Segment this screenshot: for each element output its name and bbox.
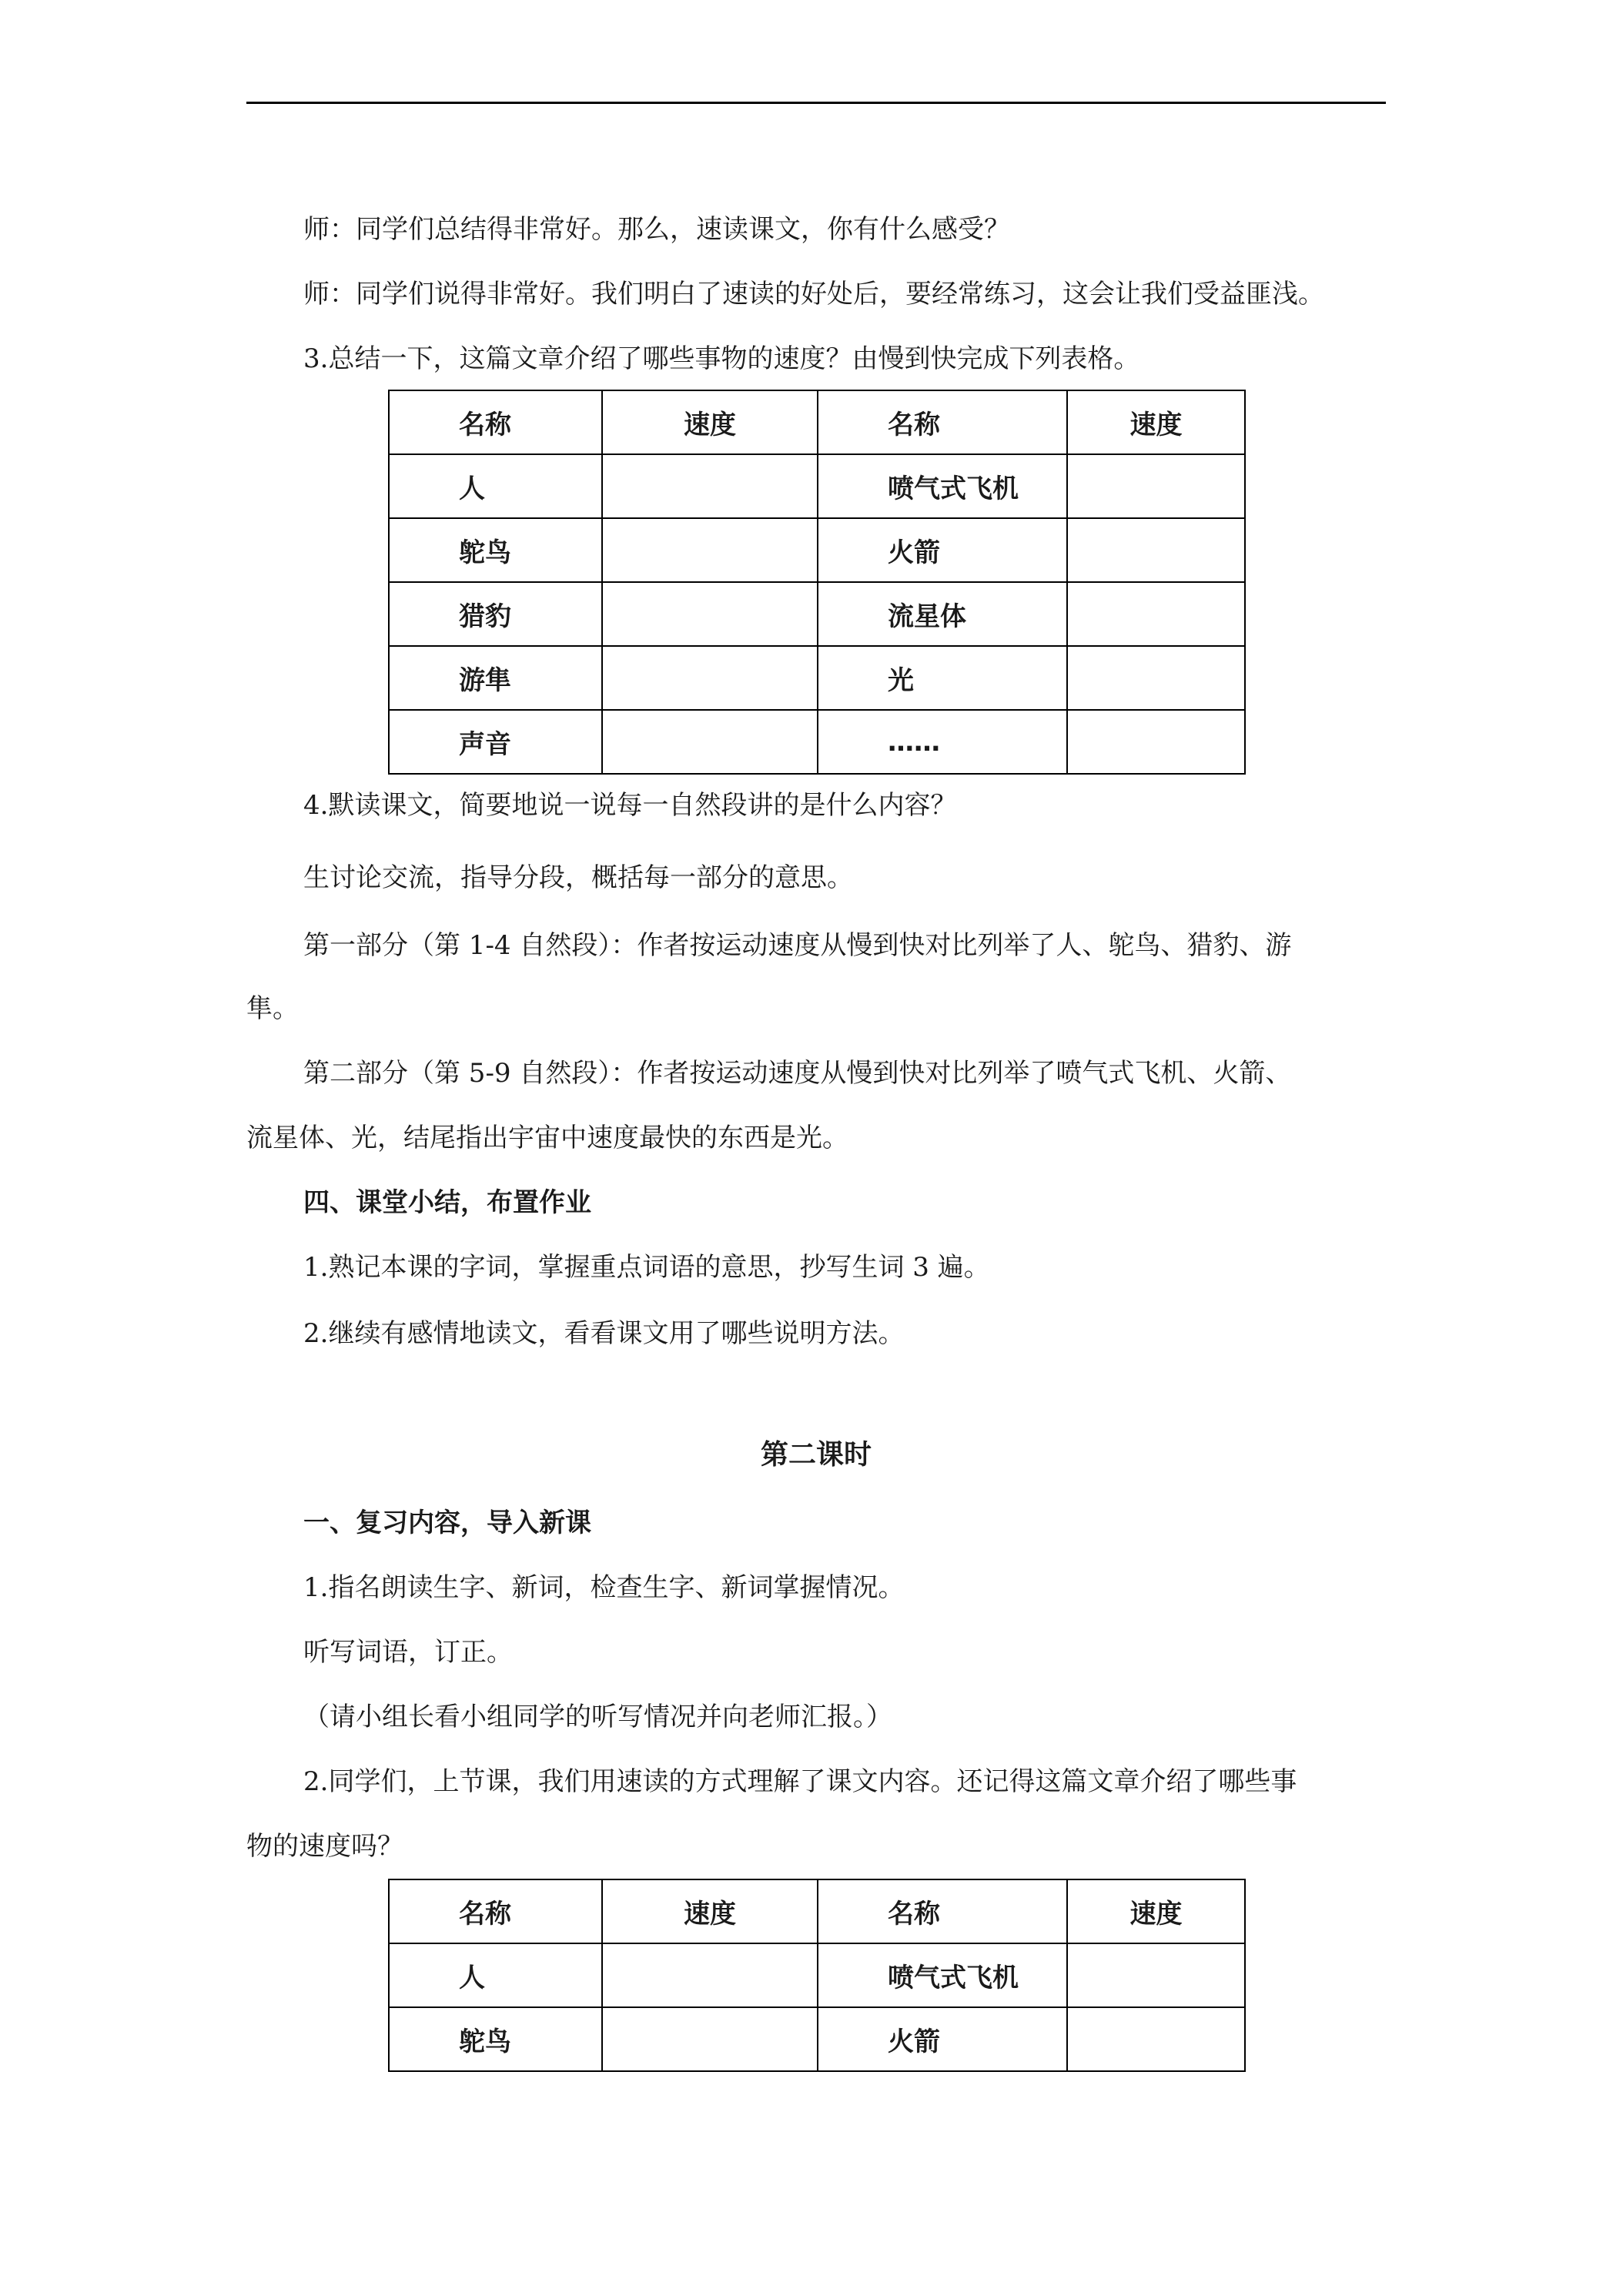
header-speed: 速度	[602, 1879, 818, 1943]
table-row	[389, 646, 1245, 710]
section-heading-review: 一、复习内容，导入新课	[303, 1508, 591, 1538]
paragraph-teacher-summary: 师：同学们说得非常好。我们明白了速读的好处后，要经常练习，这会让我们受益匪浅。	[303, 279, 1324, 310]
review-item-2-cont: 物的速度吗？	[246, 1831, 403, 1862]
table-row	[389, 710, 1245, 774]
table-row	[389, 582, 1245, 646]
cell-name: 火箭	[818, 518, 1067, 582]
header-name: 名称	[818, 1879, 1067, 1943]
cell-name: 鸵鸟	[389, 2007, 602, 2071]
cell-name: 喷气式飞机	[818, 1943, 1067, 2007]
header-name: 名称	[389, 1879, 602, 1943]
speed-table-1	[388, 390, 1246, 775]
paragraph-part-2-cont: 流星体、光，结尾指出宇宙中速度最快的东西是光。	[246, 1123, 848, 1153]
paragraph-task-3: 3.总结一下，这篇文章介绍了哪些事物的速度？由慢到快完成下列表格。	[303, 343, 1140, 374]
paragraph-part-1-cont: 隼。	[246, 993, 299, 1024]
cell-name: 鸵鸟	[389, 518, 602, 582]
review-note: （请小组长看小组同学的听写情况并向老师汇报。）	[303, 1702, 892, 1732]
table-header-row	[389, 390, 1245, 454]
cell-name: 人	[389, 454, 602, 518]
cell-name: 游隼	[389, 646, 602, 710]
section-heading-summary: 四、课堂小结，布置作业	[303, 1187, 591, 1218]
cell-name: ……	[818, 710, 1067, 774]
cell-speed	[1067, 1943, 1245, 2007]
paragraph-discussion: 生讨论交流，指导分段，概括每一部分的意思。	[303, 862, 853, 893]
header-speed: 速度	[1067, 1879, 1245, 1943]
lesson-title: 第二课时	[760, 1439, 872, 1471]
cell-name: 声音	[389, 710, 602, 774]
table-row	[389, 454, 1245, 518]
table-row	[389, 1943, 1245, 2007]
homework-item-2: 2.继续有感情地读文，看看课文用了哪些说明方法。	[303, 1318, 905, 1349]
cell-name: 喷气式飞机	[818, 454, 1067, 518]
table-header-row	[389, 1879, 1245, 1943]
cell-speed	[602, 710, 818, 774]
header-name: 名称	[818, 390, 1067, 454]
header-speed: 速度	[1067, 390, 1245, 454]
homework-item-1: 1.熟记本课的字词，掌握重点词语的意思，抄写生词 3 遍。	[303, 1252, 990, 1283]
cell-speed	[1067, 710, 1245, 774]
header-rule	[246, 102, 1386, 104]
cell-speed	[602, 582, 818, 646]
cell-speed	[602, 2007, 818, 2071]
cell-speed	[602, 454, 818, 518]
review-item-2: 2.同学们，上节课，我们用速读的方式理解了课文内容。还记得这篇文章介绍了哪些事	[303, 1766, 1297, 1797]
cell-name: 火箭	[818, 2007, 1067, 2071]
cell-name: 猎豹	[389, 582, 602, 646]
paragraph-teacher-question: 师：同学们总结得非常好。那么，速读课文，你有什么感受？	[303, 214, 1010, 245]
paragraph-task-4: 4.默读课文，简要地说一说每一自然段讲的是什么内容？	[303, 790, 957, 821]
cell-name: 人	[389, 1943, 602, 2007]
header-name: 名称	[389, 390, 602, 454]
cell-speed	[602, 646, 818, 710]
header-speed: 速度	[602, 390, 818, 454]
cell-speed	[1067, 582, 1245, 646]
review-dictation: 听写词语，订正。	[303, 1637, 513, 1668]
paragraph-part-2: 第二部分（第 5-9 自然段）：作者按运动速度从慢到快对比列举了喷气式飞机、火箭、	[303, 1058, 1292, 1089]
cell-name: 流星体	[818, 582, 1067, 646]
cell-speed	[1067, 2007, 1245, 2071]
review-item-1: 1.指名朗读生字、新词，检查生字、新词掌握情况。	[303, 1572, 905, 1603]
cell-speed	[602, 1943, 818, 2007]
cell-speed	[602, 518, 818, 582]
cell-speed	[1067, 518, 1245, 582]
paragraph-part-1: 第一部分（第 1-4 自然段）：作者按运动速度从慢到快对比列举了人、鸵鸟、猎豹、游	[303, 930, 1292, 961]
table-row	[389, 2007, 1245, 2071]
cell-name: 光	[818, 646, 1067, 710]
speed-table-2	[388, 1879, 1246, 2072]
table-row	[389, 518, 1245, 582]
cell-speed	[1067, 646, 1245, 710]
cell-speed	[1067, 454, 1245, 518]
